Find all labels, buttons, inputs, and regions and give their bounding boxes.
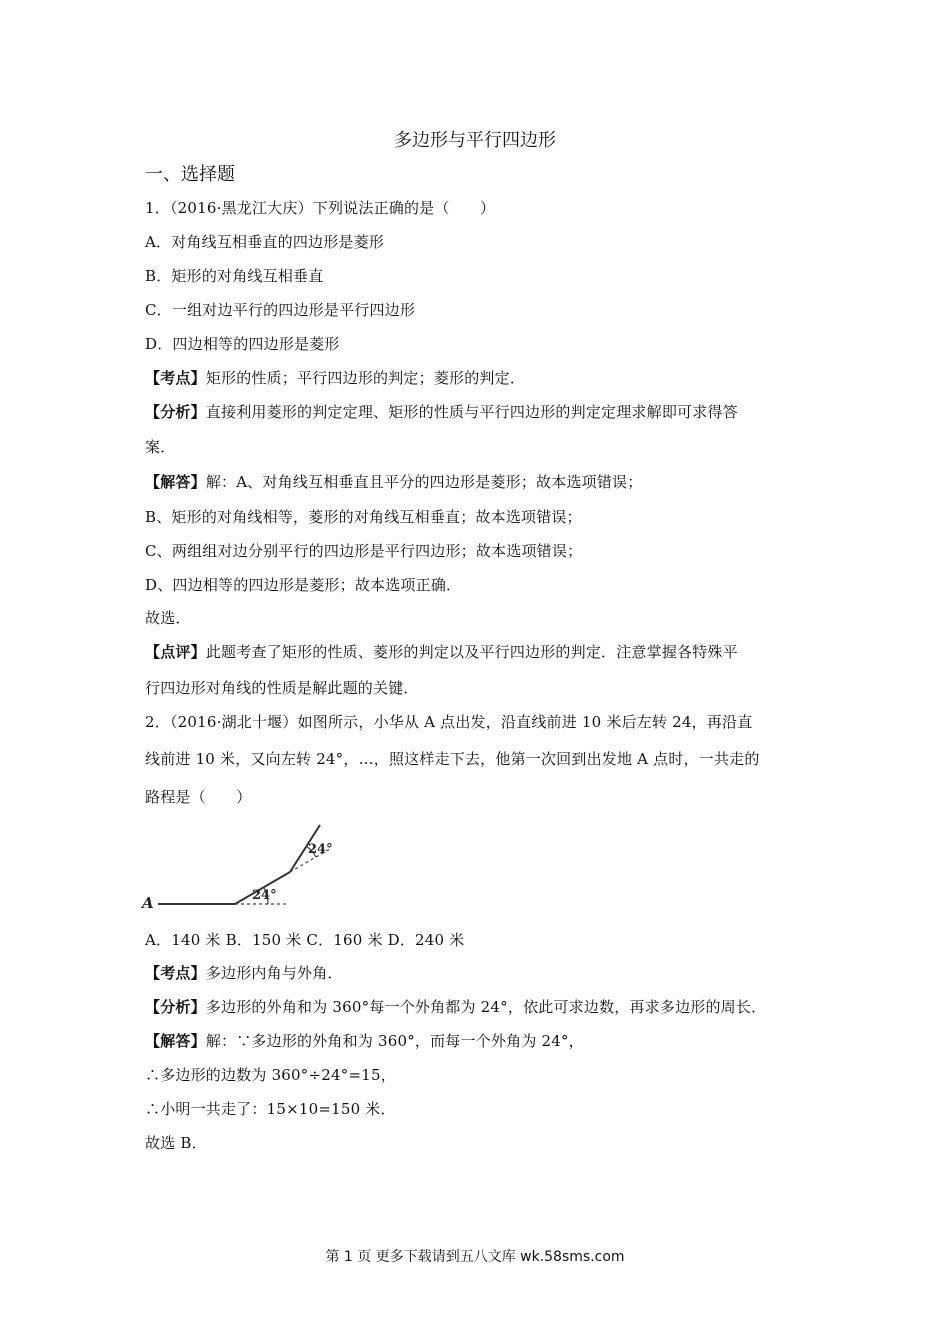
point-a-label: A: [142, 894, 154, 910]
q2-jieda-text-3: ∴小明一共走了：15×10=150 米．: [145, 1100, 396, 1118]
q1-fenxi-text-1: 直接利用菱形的判定定理、矩形的性质与平行四边形的判定定理求解即可求得答: [205, 403, 738, 421]
q1-jieda-text-1: 解：A、对角线互相垂直且平分的四边形是菱形；故本选项错误；: [205, 473, 643, 491]
q2-kaodian-text: 多边形内角与外角．: [205, 964, 343, 982]
q2-jieda-text-2: ∴多边形的边数为 360°÷24°=15，: [145, 1066, 396, 1084]
q2-figure: [140, 822, 335, 910]
q1-dianping-text-2: 行四边形对角线的性质是解此题的关键．: [145, 679, 419, 697]
q2-stem-3: 路程是（ ）: [145, 788, 252, 806]
q1-dianping: [145, 641, 738, 662]
q2-jieda-text-4: 故选 B．: [145, 1134, 207, 1152]
q2-options: A．140 米 B．150 米 C．160 米 D．240 米: [145, 931, 465, 949]
angle2-label: 24°: [308, 842, 333, 857]
q1-jieda-text-4: D、四边相等的四边形是菱形；故本选项正确．: [145, 576, 462, 594]
q1-jieda: [145, 471, 642, 492]
q1-fenxi-text-2: 案．: [145, 438, 176, 456]
q1-fenxi-tag: 【分析】: [145, 403, 206, 421]
q1-option-d: D．四边相等的四边形是菱形: [145, 335, 340, 353]
q2-stem-2: 线前进 10 米，又向左转 24°，…，照这样走下去，他第一次回到出发地 A 点时，一共走的: [145, 750, 760, 768]
q2-fenxi: [145, 996, 766, 1017]
q1-jieda-text-5: 故选．: [145, 609, 191, 627]
path-lines: [158, 825, 320, 904]
q1-jieda-tag: 【解答】: [145, 473, 206, 491]
q1-jieda-text-3: C、两组组对边分别平行的四边形是平行四边形；故本选项错误；: [145, 542, 583, 560]
q1-kaodian-text: 矩形的性质；平行四边形的判定；菱形的判定．: [205, 369, 526, 387]
q2-kaodian: [145, 962, 343, 983]
page-footer: 第 1 页 更多下载请到五八文库 wk.58sms.com: [325, 1249, 625, 1265]
q1-option-c: C．一组对边平行的四边形是平行四边形: [145, 301, 416, 319]
q1-dianping-text-1: 此题考查了矩形的性质、菱形的判定以及平行四边形的判定．注意掌握各特殊平: [205, 643, 738, 661]
q2-jieda: [145, 1030, 584, 1051]
q1-option-a: A．对角线互相垂直的四边形是菱形: [145, 233, 385, 251]
section-heading: 一、选择题: [145, 164, 235, 185]
q2-fenxi-tag: 【分析】: [145, 998, 206, 1016]
q1-stem: 1．（2016·黑龙江大庆）下列说法正确的是（ ）: [145, 199, 496, 217]
q1-jieda-text-2: B、矩形的对角线相等，菱形的对角线互相垂直；故本选项错误；: [145, 508, 582, 526]
q1-kaodian-tag: 【考点】: [145, 369, 206, 387]
q1-fenxi: [145, 401, 738, 422]
q1-option-b: B．矩形的对角线互相垂直: [145, 267, 324, 285]
angle1-label: 24°: [252, 888, 277, 903]
q2-jieda-text-1: 解：∵多边形的外角和为 360°，而每一个外角为 24°，: [205, 1032, 584, 1050]
q2-fenxi-text: 多边形的外角和为 360°每一个外角都为 24°，依此可求边数，再求多边形的周长．: [205, 998, 767, 1016]
page-title: 多边形与平行四边形: [394, 130, 556, 151]
q1-dianping-tag: 【点评】: [145, 643, 206, 661]
q2-stem-1: 2．（2016·湖北十堰）如图所示，小华从 A 点出发，沿直线前进 10 米后左转 24，再沿直: [145, 713, 753, 731]
q2-kaodian-tag: 【考点】: [145, 964, 206, 982]
q1-kaodian: [145, 367, 525, 388]
q2-jieda-tag: 【解答】: [145, 1032, 206, 1050]
